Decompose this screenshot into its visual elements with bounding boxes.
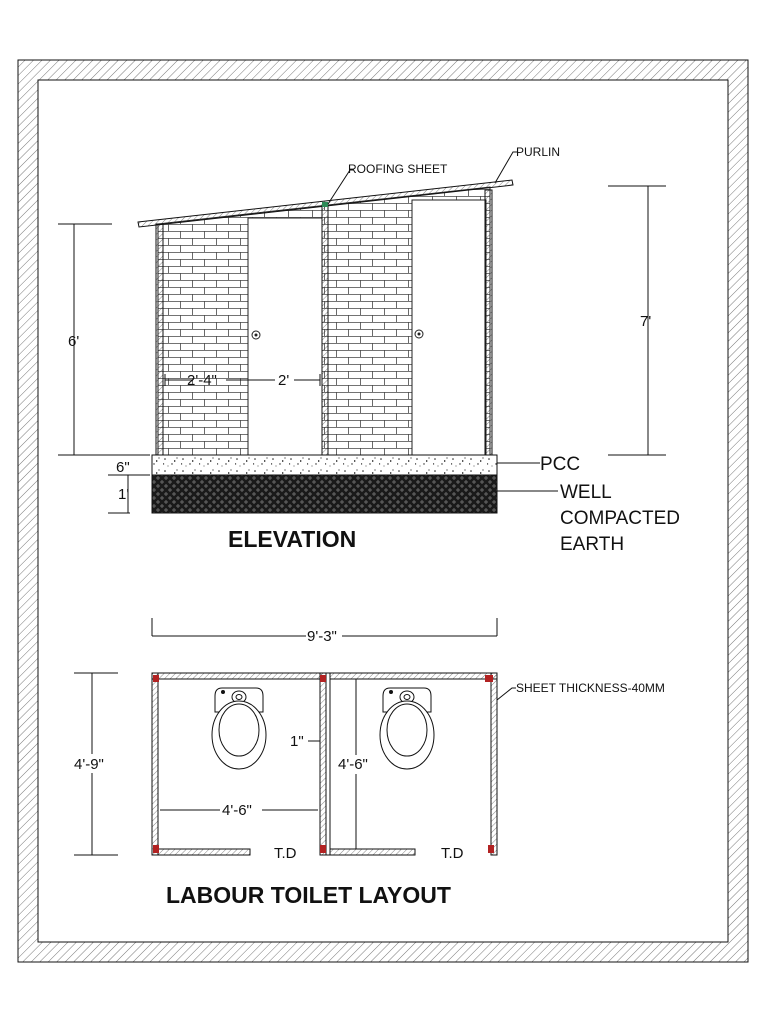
label-earth-3: EARTH xyxy=(560,534,625,555)
dim-cubicle-depth: 4'-6" xyxy=(338,756,368,773)
dim-wall-height: 6' xyxy=(68,333,80,350)
label-roofing-sheet: ROOFING SHEET xyxy=(348,162,448,176)
label-toilet-door-left: T.D xyxy=(274,845,297,862)
dim-cubicle-width: 4'-6" xyxy=(222,802,252,819)
elevation-title: ELEVATION xyxy=(228,526,357,552)
label-pcc: PCC xyxy=(540,454,581,475)
label-purlin: PURLIN xyxy=(516,145,561,159)
label-sheet-thickness: SHEET THICKNESS-40MM xyxy=(516,681,665,695)
label-earth-2: COMPACTED xyxy=(560,508,680,529)
dim-overall-width: 9'-3" xyxy=(307,628,337,645)
dim-pcc-thickness: 6" xyxy=(116,459,130,476)
side-post-left xyxy=(156,224,163,455)
purlin-marker xyxy=(322,202,328,207)
compacted-earth xyxy=(152,475,497,513)
door-left xyxy=(248,218,322,455)
middle-post xyxy=(322,206,328,455)
dim-door-width-right: 2' xyxy=(278,372,290,389)
toilet-icon xyxy=(380,688,434,769)
label-earth-1: WELL xyxy=(560,482,612,503)
pcc-layer xyxy=(152,455,497,475)
side-post-right xyxy=(485,190,492,455)
dim-door-width-left: 2'-4" xyxy=(187,372,217,389)
dim-total-height: 7' xyxy=(640,313,652,330)
layout-title: LABOUR TOILET LAYOUT xyxy=(166,882,451,908)
plan-walls xyxy=(152,673,497,855)
dim-overall-depth: 4'-9" xyxy=(74,756,104,773)
door-right xyxy=(412,200,486,455)
label-toilet-door-right: T.D xyxy=(441,845,464,862)
dim-earth-thickness: 1' xyxy=(118,486,130,503)
toilet-icon xyxy=(212,688,266,769)
dim-partition: 1" xyxy=(290,733,304,750)
